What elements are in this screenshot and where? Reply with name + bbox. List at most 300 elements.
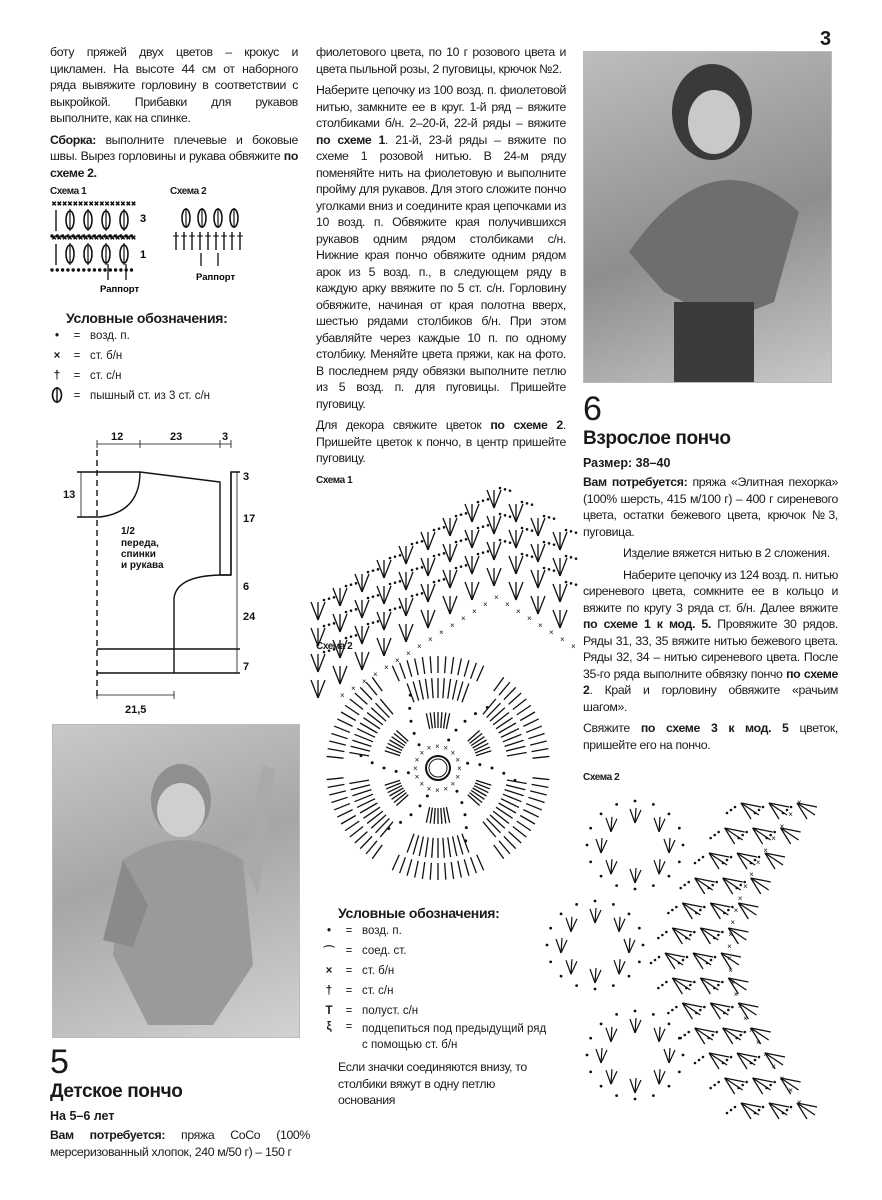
dc-stitch	[443, 678, 444, 698]
shell-stitch-group	[654, 817, 665, 832]
dc-stitch	[388, 786, 402, 793]
v-stitch-group	[672, 978, 692, 994]
dc-stitch	[520, 816, 535, 825]
chain-dot	[667, 912, 670, 915]
v-stitch-group	[738, 903, 758, 919]
scheme2-rapport: Раппорт	[196, 272, 236, 283]
sc-mark: ×	[126, 201, 131, 208]
sc-mark: ×	[419, 779, 425, 789]
shell-stitch-group	[664, 838, 675, 853]
v-stitch-group	[753, 1078, 773, 1094]
dc-stitch	[451, 657, 453, 674]
chain-dot	[703, 906, 706, 909]
chain-dot	[679, 887, 682, 890]
dc-stitch	[505, 790, 524, 796]
chain-dot	[615, 803, 618, 806]
legend-item: ξ = подцепиться под предыдущий ряд с помощью ст. б/н	[322, 1021, 562, 1055]
chain-dot	[675, 1006, 678, 1009]
chain-dot	[790, 806, 793, 809]
half-double-crochet-icon: T	[325, 1005, 333, 1017]
sc-mark: ×	[340, 691, 345, 700]
dim-r3: 6	[243, 581, 250, 593]
chain-dot	[372, 569, 375, 572]
chain-dot	[723, 1012, 726, 1015]
v-stitch-group	[709, 853, 729, 869]
sc-mark: ×	[733, 990, 739, 999]
chain-dot	[594, 988, 597, 991]
dc-stitch	[400, 663, 406, 679]
shell-stitch-group	[630, 1078, 641, 1093]
chain-dot	[721, 981, 724, 984]
chain-dot	[395, 770, 398, 773]
chain-stitch-icon: •	[54, 330, 60, 342]
chain-dot	[722, 1062, 725, 1065]
dc-stitch	[506, 746, 525, 751]
chain-dot	[745, 1081, 748, 1084]
shell-stitch-group	[606, 1027, 617, 1042]
chain-dot	[570, 556, 573, 559]
chain-dot	[465, 826, 468, 829]
double-crochet-icon: †	[53, 370, 61, 382]
dc-stitch	[493, 811, 509, 823]
chain-dot	[638, 960, 641, 963]
chain-dot	[730, 1109, 733, 1112]
shell-stitch-group	[606, 817, 617, 832]
col1-intro	[50, 44, 298, 186]
chain-dot	[702, 856, 705, 859]
chain-dot	[399, 554, 402, 557]
v-stitch-group	[741, 803, 761, 819]
dc-stitch	[350, 699, 363, 709]
chain-dot	[51, 269, 53, 271]
v-stitch-group	[531, 596, 545, 614]
v-stitch-group	[710, 1003, 730, 1019]
pattern-label-line: и рукава	[121, 560, 164, 571]
chain-dot	[739, 1034, 742, 1037]
sc-mark: ×	[120, 235, 125, 242]
chain-dot	[323, 599, 326, 602]
dc-stitch	[445, 863, 446, 880]
sc-mark: ×	[727, 942, 732, 951]
col1-para-assembly: Сборка: выполните плечевые и боковые швы. Вырез горловины и рукава обвяжите по схеме 2.	[50, 132, 298, 180]
shell-stitch-group	[590, 908, 601, 923]
sc-mark: ×	[395, 656, 400, 665]
chain-dot	[713, 937, 716, 940]
chain-dot	[531, 529, 534, 532]
chain-dot	[586, 1054, 589, 1057]
model5-number: 5	[50, 1043, 69, 1081]
chain-dot	[394, 555, 397, 558]
slip-stitch-icon: ⌒	[323, 946, 335, 958]
dc-stitch	[526, 804, 542, 810]
dc-stitch	[419, 836, 423, 856]
chain-dot	[114, 269, 116, 271]
chain-dot	[773, 831, 776, 834]
chain-dot	[333, 622, 336, 625]
chain-dot	[72, 269, 74, 271]
shell-stitch-group	[654, 859, 665, 874]
sc-mark: ×	[351, 684, 356, 693]
dc-stitch	[483, 699, 496, 714]
model6-para-3: Свяжите по схеме 3 к мод. 5 цветок, пришейте его на пончо.	[583, 721, 838, 752]
row-number-3: 3	[140, 213, 147, 225]
chain-dot	[682, 844, 685, 847]
sc-mark: ×	[771, 834, 776, 843]
chain-dot	[773, 1081, 776, 1084]
chain-dot	[549, 960, 552, 963]
chain-dot	[668, 1085, 671, 1088]
dc-stitch	[376, 818, 390, 832]
sc-mark: ×	[62, 235, 67, 242]
chain-dot	[575, 903, 578, 906]
v-stitch-group	[737, 1053, 757, 1069]
v-stitch-group	[531, 570, 545, 588]
dc-stitch	[430, 713, 432, 729]
dc-stitch	[457, 835, 463, 854]
chain-dot	[499, 513, 502, 516]
scheme1-diagram	[51, 201, 136, 271]
chain-dot	[565, 581, 568, 584]
row-number-1: 1	[140, 249, 147, 261]
sc-mark: ×	[439, 628, 444, 637]
dc-stitch	[426, 713, 429, 729]
sc-mark: ×	[455, 772, 460, 782]
scheme1-rapport: Раппорт	[100, 284, 140, 295]
col2-para-2: Наберите цепочку из 100 возд. п. фиолетовой нитью, замкните ее в круг. 1-й ряд – вяжите столбиками б/н. 2–20-й, 22-й ряды – вяжите по схеме 1. 21-й, 23-й ряды – вяжите по схеме 1 розовой нитью. В 24-м ряду поменяйте нить на фиолетовую и выполните пройму для рукавов. Для этого сложите пончо уголками вниз и соедините края цепочками из 10 возд. п. Обвяжите края получившихся рукавов одним рядом столбиками с/н. Нижние края пончо обвяжите одним рядом арок из 5 возд. п., в следующем ряду в каждую арку ввяжите по 5 ст. с/н. Горловину обвяжите, начиная от края полотна вверх, шестью рядами столбиков б/н. При этом убавляйте через каждые 10 п. по одному столбику. Меняйте цвета пряжи, как на фото. В последнем ряду обвязки выполните петлю из 5 возд. п. для пуговицы. Пришейте пуговицу.	[316, 83, 566, 411]
chain-dot	[694, 862, 697, 865]
sc-mark: ×	[126, 235, 131, 242]
sc-mark: ×	[797, 1098, 802, 1107]
chain-dot	[548, 542, 551, 545]
double-crochet-icon: †	[325, 985, 333, 997]
dc-stitch	[446, 807, 449, 823]
sc-mark: ×	[94, 235, 99, 242]
shell-stitch-group	[566, 959, 577, 974]
chain-dot	[504, 514, 507, 517]
chain-dot	[418, 743, 421, 746]
col2-text	[316, 44, 566, 472]
chain-dot	[487, 550, 490, 553]
chain-dot	[594, 900, 597, 903]
shell-stitch-group	[614, 917, 625, 932]
dc-stitch	[517, 821, 531, 831]
chain-dot	[726, 812, 729, 815]
dc-stitch	[496, 718, 513, 729]
dc-stitch	[329, 741, 345, 745]
dc-stitch	[493, 713, 509, 725]
dc-stitch	[451, 862, 453, 879]
dc-stitch	[444, 713, 446, 729]
chain-dot	[628, 975, 631, 978]
v-stitch-group	[311, 602, 325, 620]
dc-stitch	[422, 862, 424, 879]
dc-stitch	[523, 810, 538, 817]
chain-dot	[371, 761, 374, 764]
chain-dot	[575, 557, 578, 560]
chain-dot	[634, 888, 637, 891]
dc-stitch	[392, 666, 399, 682]
chain-dot	[634, 800, 637, 803]
v-stitch-group	[465, 582, 479, 600]
chain-dot	[586, 844, 589, 847]
col2-para-1: фиолетового цвета, по 10 г розового цвета и цвета пыльной розы, 2 пуговицы, крючок №2.	[316, 45, 566, 76]
chain-dot	[67, 269, 69, 271]
dc-stitch	[520, 712, 535, 721]
v-stitch-group	[553, 558, 567, 576]
chain-dot	[695, 912, 698, 915]
chain-dot	[615, 884, 618, 887]
chain-dot	[657, 987, 660, 990]
dc-stitch	[457, 682, 463, 701]
dc-stitch	[528, 733, 544, 738]
dc-stitch	[349, 780, 369, 783]
chain-dot	[678, 1037, 681, 1040]
chain-dot	[706, 962, 709, 965]
dc-stitch	[327, 756, 344, 758]
sc-mark: ×	[417, 642, 422, 651]
col2-para-3: Для декора свяжите цветок по схеме 2. Пришейте цветок к пончо, в центр пришейте пуговицу.	[316, 418, 566, 465]
chain-dot	[345, 585, 348, 588]
dim-r4: 24	[243, 611, 256, 623]
dc-stitch	[367, 811, 383, 823]
child-figure-illustration	[53, 725, 299, 1037]
dc-stitch	[337, 719, 352, 726]
chain-dot	[504, 488, 507, 491]
v-stitch-group	[531, 518, 545, 536]
v-stitch-group	[725, 1078, 745, 1094]
sc-mark: ×	[110, 235, 115, 242]
chain-dot	[634, 1098, 637, 1101]
dc-stitch	[499, 841, 510, 854]
chain-dot	[683, 1034, 686, 1037]
chain-dot	[739, 884, 742, 887]
dc-stitch	[380, 822, 393, 837]
dc-stitch	[504, 836, 516, 848]
chain-dot	[723, 912, 726, 915]
sc-mark: ×	[83, 201, 88, 208]
chain-dot	[482, 499, 485, 502]
chain-dot	[735, 1037, 738, 1040]
dc-stitch	[337, 810, 352, 817]
chain-dot	[713, 987, 716, 990]
v-stitch-group	[531, 544, 545, 562]
chain-dot	[477, 501, 480, 504]
v-stitch-group	[709, 1053, 729, 1069]
sc-mark: ×	[384, 663, 389, 672]
chain-dot	[455, 567, 458, 570]
dc-stitch	[458, 658, 462, 675]
dc-stitch	[471, 663, 477, 679]
dc-stitch	[445, 656, 446, 673]
v-stitch-group	[700, 978, 720, 994]
shell-stitch-group	[596, 838, 607, 853]
chain-dot	[482, 525, 485, 528]
hook-under-row-icon: ξ	[326, 1021, 332, 1033]
dc-stitch	[366, 841, 377, 854]
chain-dot	[466, 762, 469, 765]
chain-dot	[509, 541, 512, 544]
dc-stitch	[517, 705, 531, 715]
chain-dot	[717, 984, 720, 987]
chain-dot	[678, 1070, 681, 1073]
chain-dot	[553, 517, 556, 520]
chain-dot	[443, 578, 446, 581]
dc-stitch	[513, 699, 526, 709]
dc-stitch	[496, 807, 513, 818]
dim-r5: 7	[243, 661, 250, 673]
shell-stitch-group	[614, 959, 625, 974]
sc-mark: ×	[763, 1050, 768, 1059]
v-stitch-group	[509, 556, 523, 574]
sc-mark: ×	[455, 755, 460, 765]
v-stitch-group	[723, 1028, 743, 1044]
chain-dot	[790, 1106, 793, 1109]
sc-mark: ×	[733, 906, 739, 915]
flower-motif-diagram	[318, 648, 558, 888]
dc-stitch	[434, 712, 435, 728]
chain-dot	[499, 539, 502, 542]
chain-dot	[642, 944, 645, 947]
dc-stitch	[367, 713, 383, 725]
chain-dot	[693, 981, 696, 984]
chain-dot	[654, 959, 657, 962]
chain-dot	[411, 595, 414, 598]
col1-mini-schemes	[48, 198, 248, 298]
dc-stitch	[528, 797, 544, 802]
chain-dot	[570, 530, 573, 533]
chain-dot	[694, 1062, 697, 1065]
chain-dot	[711, 1034, 714, 1037]
dim-top-mid: 23	[170, 431, 183, 443]
v-stitch-group	[509, 530, 523, 548]
dc-stitch	[415, 658, 419, 675]
col1-legend	[50, 310, 290, 406]
chain-dot	[499, 487, 502, 490]
chain-dot	[61, 269, 63, 271]
dc-stitch	[453, 836, 457, 856]
chain-dot	[487, 498, 490, 501]
chain-dot	[443, 552, 446, 555]
chain-dot	[438, 579, 441, 582]
dc-stitch	[477, 855, 484, 871]
chain-dot	[589, 860, 592, 863]
chain-dot	[661, 984, 664, 987]
dc-stitch	[530, 791, 546, 795]
center-ring	[426, 756, 450, 780]
sc-mark: ×	[131, 201, 136, 208]
sc-mark: ×	[67, 235, 72, 242]
chain-dot	[526, 502, 529, 505]
v-stitch-group	[443, 596, 457, 614]
chain-dot	[418, 804, 421, 807]
dc-stitch	[526, 726, 542, 732]
chain-dot	[638, 927, 641, 930]
dc-stitch	[407, 834, 414, 853]
model6-size: Размер: 38–40	[583, 456, 671, 470]
dc-stitch	[441, 808, 442, 824]
dc-stitch	[366, 682, 377, 695]
sc-mark: ×	[797, 798, 802, 807]
chain-dot	[741, 1084, 744, 1087]
chain-dot	[727, 1009, 730, 1012]
chain-dot	[443, 526, 446, 529]
dc-stitch	[458, 861, 462, 878]
chain-dot	[553, 543, 556, 546]
chain-dot	[685, 937, 688, 940]
sc-mark: ×	[494, 593, 499, 602]
sc-mark: ×	[435, 786, 440, 795]
model6-number: 6	[583, 390, 602, 428]
chain-dot	[345, 611, 348, 614]
sc-mark: ×	[435, 742, 440, 751]
shell-stitch-group	[606, 1069, 617, 1084]
chain-dot	[711, 884, 714, 887]
model5-block	[50, 1045, 310, 1165]
chain-dot	[421, 592, 424, 595]
chain-dot	[612, 984, 615, 987]
dc-stitch	[407, 660, 412, 676]
pattern-label-line: 1/2	[121, 526, 135, 537]
chain-dot	[699, 1009, 702, 1012]
dc-stitch	[453, 680, 457, 700]
chain-dot	[707, 1037, 710, 1040]
shell-stitch-group	[590, 968, 601, 983]
sc-mark: ×	[443, 784, 449, 794]
dc-stitch	[474, 743, 488, 750]
v-stitch-group	[723, 878, 743, 894]
chain-dot	[722, 862, 725, 865]
chain-dot	[737, 1087, 740, 1090]
dc-stitch	[443, 838, 444, 858]
dc-stitch	[474, 786, 488, 793]
chain-dot	[543, 515, 546, 518]
chain-dot	[565, 555, 568, 558]
chain-dot	[652, 884, 655, 887]
chain-dot	[661, 934, 664, 937]
chain-dot	[345, 637, 348, 640]
v-stitch-group	[553, 532, 567, 550]
chain-dot	[416, 541, 419, 544]
dc-stitch	[341, 712, 356, 721]
chain-dot	[565, 529, 568, 532]
sc-mark: ×	[737, 1002, 743, 1011]
dc-stitch	[499, 682, 510, 695]
sc-mark: ×	[67, 201, 72, 208]
chain-dot	[521, 527, 524, 530]
dc-stitch	[371, 815, 386, 828]
v-stitch-group	[509, 582, 523, 600]
dc-stitch	[363, 718, 380, 729]
single-crochet-icon: ×	[53, 350, 61, 362]
chain-dot	[410, 720, 413, 723]
v-stitch-group	[700, 928, 720, 944]
dc-stitch	[464, 660, 469, 676]
chain-dot	[675, 906, 678, 909]
chain-dot	[411, 543, 414, 546]
chain-dot	[399, 821, 402, 824]
chain-dot	[408, 707, 411, 710]
dc-stitch	[530, 741, 546, 745]
dc-stitch	[352, 790, 371, 796]
chain-dot	[549, 927, 552, 930]
v-stitch-group	[695, 878, 715, 894]
v-stitch-group	[725, 828, 745, 844]
dc-stitch	[434, 808, 435, 824]
dc-stitch	[352, 740, 371, 746]
chain-dot	[464, 813, 467, 816]
shell-stitch-group	[566, 917, 577, 932]
col3-scheme2-label: Схема 2	[583, 772, 620, 783]
